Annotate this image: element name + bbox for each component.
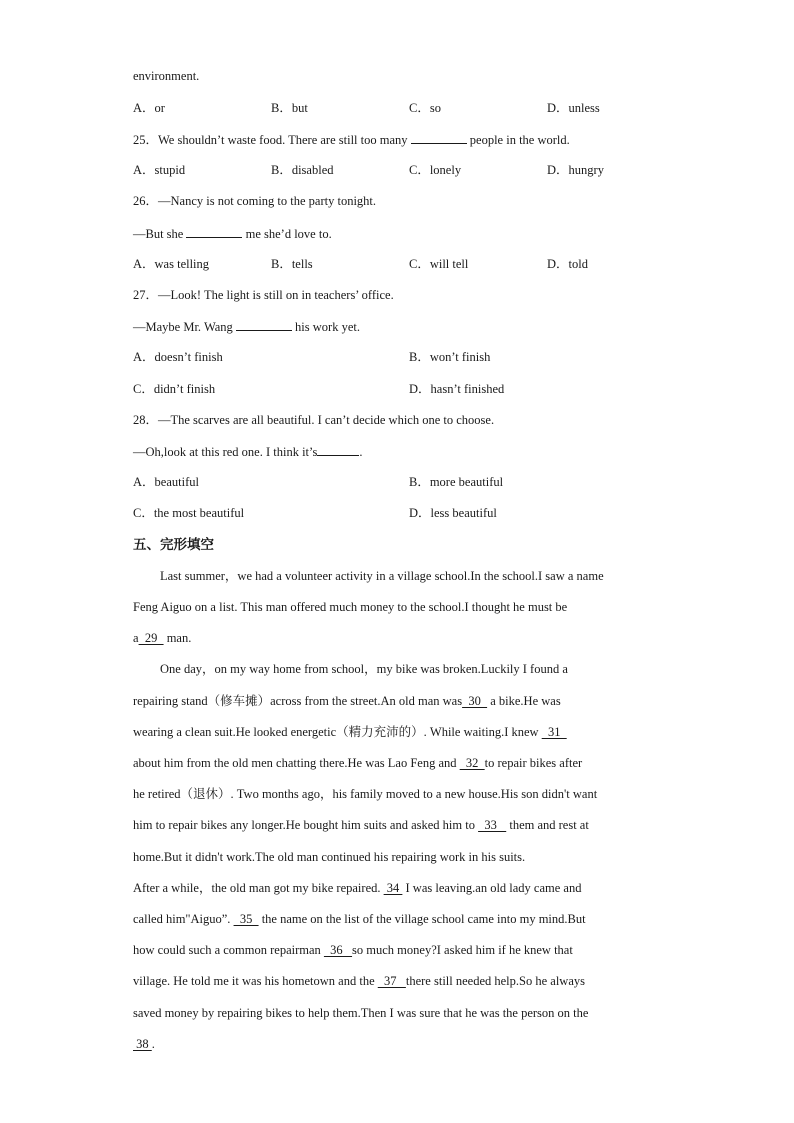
passage-p3-line5: saved money by repairing bikes to help them.Then I was sure that he was the person on the: [133, 1006, 589, 1020]
q26-option-a[interactable]: A．was telling: [133, 257, 210, 271]
q28-option-c[interactable]: C．the most beautiful: [133, 506, 245, 520]
q28-line2: —Oh,look at this red one. I think it’s .: [133, 445, 363, 459]
passage-p2-line3: wearing a clean suit.He looked energetic（精力充沛的）. While waiting.I knew 31: [133, 725, 567, 739]
passage-p1-line1: Last summer，we had a volunteer activity in a village school.In the school.I saw a name: [160, 569, 604, 583]
q24-option-c[interactable]: C．so: [409, 101, 441, 115]
passage-p3-line4: village. He told me it was his hometown and the 37 there still needed help.So he always: [133, 974, 585, 988]
q27-option-c[interactable]: C．didn’t finish: [133, 382, 216, 396]
passage-p3-line6: 38 .: [133, 1037, 155, 1051]
passage-p3-line1: After a while，the old man got my bike repaired. 34 I was leaving.an old lady came and: [133, 881, 582, 895]
q26-option-b[interactable]: B．tells: [271, 257, 313, 271]
q27-line1: 27．—Look! The light is still on in teachers’ office.: [133, 288, 394, 302]
q25-option-a[interactable]: A．stupid: [133, 163, 186, 177]
blank-35: 35: [233, 912, 259, 926]
q24-option-d[interactable]: D．unless: [547, 101, 600, 115]
passage-p2-line2: repairing stand（修车摊）across from the street.An old man was 30 a bike.He was: [133, 694, 561, 708]
passage-p1-line3: a 29 man.: [133, 631, 192, 645]
q27-option-a[interactable]: A．doesn’t finish: [133, 350, 223, 364]
passage-p3-line2: called him"Aiguo”. 35 the name on the list of the village school came into my mind.But: [133, 912, 586, 926]
q25-blank: [411, 131, 467, 144]
q26-line1: 26．—Nancy is not coming to the party tonight.: [133, 194, 377, 208]
q25-stem: 25．We shouldn’t waste food. There are still too many people in the world.: [133, 133, 570, 147]
q27-option-d[interactable]: D．hasn’t finished: [409, 382, 505, 396]
q27-blank: [236, 318, 292, 331]
passage-p2-line1: One day，on my way home from school，my bike was broken.Luckily I found a: [160, 662, 568, 676]
q25-option-c[interactable]: C．lonely: [409, 163, 462, 177]
q28-blank: [317, 443, 359, 456]
q26-blank: [186, 225, 242, 238]
passage-p2-line7: home.But it didn't work.The old man continued his repairing work in his suits.: [133, 850, 526, 864]
q25-option-b[interactable]: B．disabled: [271, 163, 334, 177]
q28-line1: 28．—The scarves are all beautiful. I can’t decide which one to choose.: [133, 413, 495, 427]
blank-33: 33: [478, 818, 507, 832]
q28-option-d[interactable]: D．less beautiful: [409, 506, 497, 520]
passage-p2-line4: about him from the old men chatting there.He was Lao Feng and 32 to repair bikes after: [133, 756, 583, 770]
q28-option-b[interactable]: B．more beautiful: [409, 475, 504, 489]
q26-option-d[interactable]: D．told: [547, 257, 588, 271]
blank-36: 36: [323, 943, 353, 957]
section-heading: 五、完形填空: [133, 537, 214, 553]
q27-option-b[interactable]: B．won’t finish: [409, 350, 491, 364]
q24-option-b[interactable]: B．but: [271, 101, 308, 115]
blank-30: 30: [462, 694, 488, 708]
passage-p1-line2: Feng Aiguo on a list. This man offered much money to the school.I thought he must be: [133, 600, 568, 614]
blank-32: 32: [459, 756, 485, 770]
q24-stem-tail: environment.: [133, 69, 200, 83]
q27-line2: —Maybe Mr. Wang his work yet.: [133, 320, 360, 334]
blank-31: 31: [541, 725, 567, 739]
blank-34: 34: [383, 881, 403, 895]
passage-p2-line5: he retired（退休）. Two months ago，his family moved to a new house.His son didn't want: [133, 787, 598, 801]
q25-option-d[interactable]: D．hungry: [547, 163, 604, 177]
blank-37: 37: [377, 974, 406, 988]
q24-option-a[interactable]: A．or: [133, 101, 165, 115]
blank-29: 29: [138, 631, 164, 645]
passage-p3-line3: how could such a common repairman 36 so much money?I asked him if he knew that: [133, 943, 573, 957]
q26-option-c[interactable]: C．will tell: [409, 257, 469, 271]
blank-38: 38: [133, 1037, 152, 1051]
passage-p2-line6: him to repair bikes any longer.He bought him suits and asked him to 33 them and rest at: [133, 818, 589, 832]
q28-option-a[interactable]: A．beautiful: [133, 475, 199, 489]
q26-line2: —But she me she’d love to.: [133, 227, 332, 241]
